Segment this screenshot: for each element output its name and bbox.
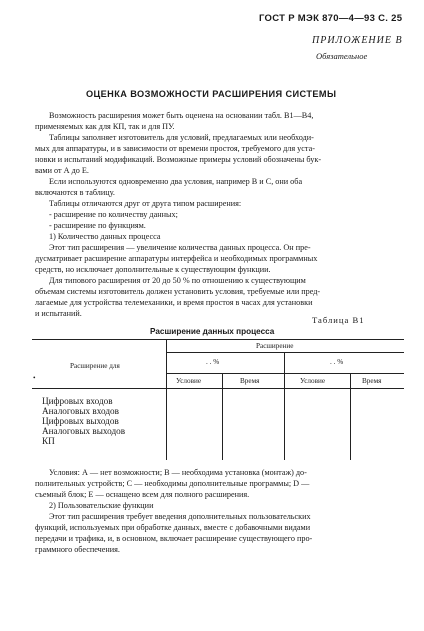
standard-header: ГОСТ Р МЭК 870—4—93 С. 25 (259, 13, 403, 24)
table-rule (166, 339, 167, 460)
row-header: Расширение для (70, 362, 120, 370)
body-line: Возможность расширения может быть оценена на основании табл. В1—В4, (49, 111, 314, 120)
section-heading: 2) Пользовательские функции (49, 501, 154, 510)
percent-cell: . . % (206, 358, 220, 366)
body-line: Условия: А — нет возможности; В — необходима установка (монтаж) до- (49, 468, 307, 477)
body-line: объемам системы изготовитель должен установить условия, требуемые или пред- (35, 287, 321, 296)
row-header-mark: • (33, 374, 36, 382)
list-item: - расширение по количеству данных; (49, 210, 178, 219)
list-item: - расширение по функциям. (49, 221, 146, 230)
table-row-label: Цифровых выходов (42, 416, 119, 426)
percent-cell: . . % (330, 358, 344, 366)
body-line: съемный блок; Е — оснащено всем для полного расширения. (35, 490, 250, 499)
section-heading: 1) Количество данных процесса (49, 232, 161, 241)
body-line: применяемых как для КП, так и для ПУ. (35, 122, 175, 131)
body-line: включаются в таблицу. (35, 188, 115, 197)
table-rule (32, 388, 404, 389)
table-row-label: Цифровых входов (42, 396, 113, 406)
column-group-header: Расширение (256, 342, 294, 350)
body-line: дусматривает расширение аппаратуры интерфейса и необходимых программных (35, 254, 318, 263)
subheader-condition: Условие (300, 377, 326, 385)
table-row-label: КП (42, 436, 55, 446)
body-line: Таблицы отличаются друг от друга типом расширения: (49, 199, 242, 208)
body-line: Таблицы заполняет изготовитель для условий, предлагаемых или необходи- (49, 133, 314, 142)
subheader-time: Время (362, 377, 382, 385)
body-line: граммного обеспечения. (35, 545, 120, 554)
table-caption: Расширение данных процесса (150, 327, 275, 336)
table-rule (350, 373, 351, 460)
body-line: Этот тип расширения требует введения дополнительных пользовательских (49, 512, 311, 521)
table-rule (166, 352, 404, 353)
body-line: лагаемые для устройства телемеханики, и время простоя в часах для установки (35, 298, 313, 307)
table-row-label: Аналоговых входов (42, 406, 119, 416)
body-line: мых для аппаратуры, и в зависимости от времени простоя, требуемого для уста- (35, 144, 315, 153)
body-line: и испытаний. (35, 309, 82, 318)
table-rule (32, 339, 404, 340)
body-line: Этот тип расширения — увеличение количества данных процесса. Он пре- (49, 243, 311, 252)
body-line: Для типового расширения от 20 до 50 % по отношению к существующим (49, 276, 306, 285)
body-line: передачи и трафика, и, в основном, включает расширение существующего про- (35, 534, 313, 543)
body-line: средств, но исключает дополнительные к существующим функции. (35, 265, 271, 274)
table-rule (166, 373, 404, 374)
table-rule (284, 352, 285, 460)
table-label: Таблица В1 (312, 315, 365, 325)
subheader-time: Время (240, 377, 260, 385)
body-line: вами от А до Е. (35, 166, 89, 175)
subheader-condition: Условие (176, 377, 202, 385)
body-line: полнительных устройств; С — необходимы дополнительные программы; D — (35, 479, 310, 488)
table-rule (222, 373, 223, 460)
appendix-title: ПРИЛОЖЕНИЕ В (312, 35, 403, 46)
table-row-label: Аналоговых выходов (42, 426, 126, 436)
document-title: ОЦЕНКА ВОЗМОЖНОСТИ РАСШИРЕНИЯ СИСТЕМЫ (86, 89, 337, 99)
body-line: новки и испытаний модификаций. Возможные примеры условий обозначены бук- (35, 155, 322, 164)
body-line: Если используются одновременно два условия, например В и С, они оба (49, 177, 303, 186)
body-line: функций, используемых при обработке данных, вместе с добавочными видами (35, 523, 311, 532)
appendix-status: Обязательное (316, 51, 368, 61)
